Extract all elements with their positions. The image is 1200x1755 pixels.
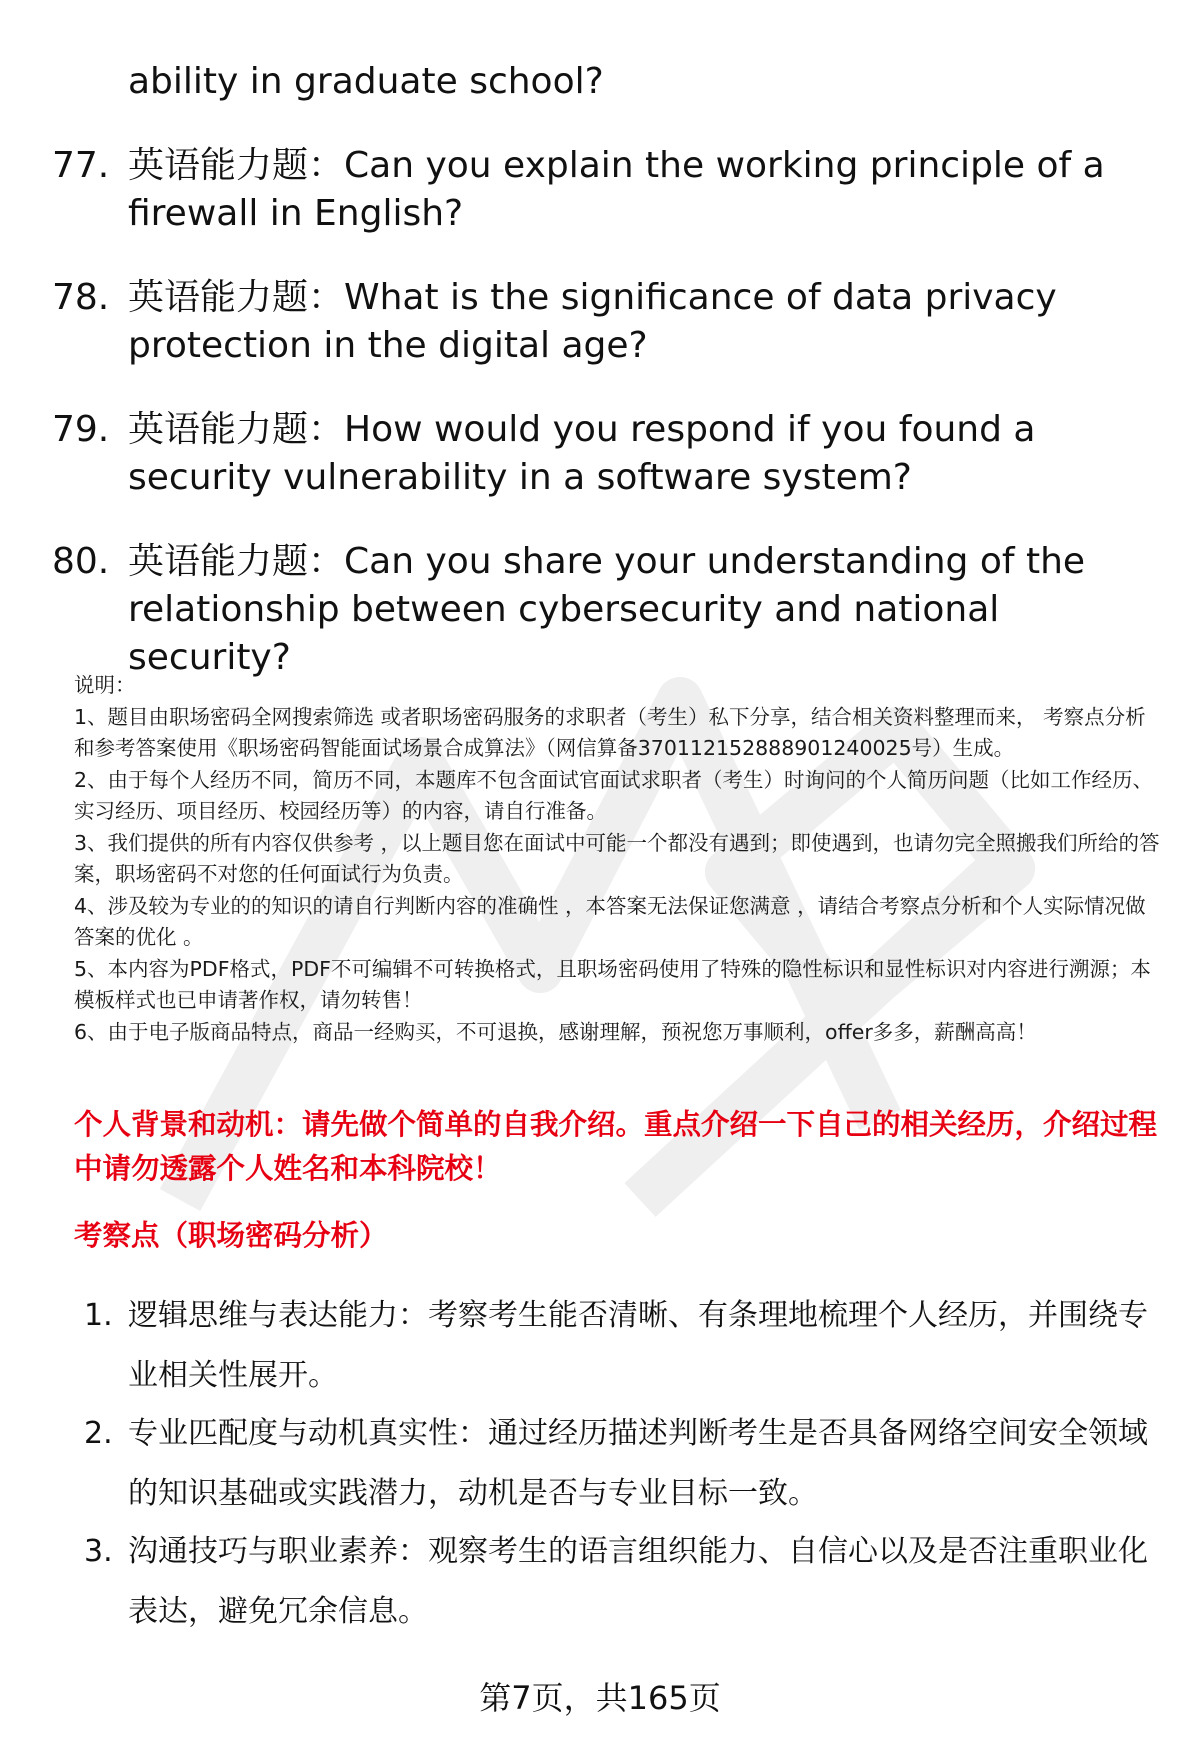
note-item: 6、由于电子版商品特点，商品一经购买，不可退换，感谢理解，预祝您万事顺利，offer多多，薪酬高高！: [74, 1019, 1037, 1044]
analysis-number: 2.: [84, 1416, 113, 1451]
section-heading: 个人背景和动机：请先做个简单的自我介绍。重点介绍一下自己的相关经历，介绍过程中请勿透露个人姓名和本科院校！: [74, 1108, 1158, 1185]
analysis-text: 逻辑思维与表达能力：考察考生能否清晰、有条理地梳理个人经历，并围绕专业相关性展开。: [128, 1298, 1148, 1393]
note-item: 2、由于每个人经历不同，简历不同，本题库不包含面试官面试求职者（考生）时询问的个人简历问题（比如工作经历、实习经历、项目经历、校园经历等）的内容，请自行准备。: [74, 767, 1154, 823]
section-subheading: 考察点（职场密码分析）: [74, 1219, 388, 1252]
continuation-text: ability in graduate school?: [128, 61, 604, 102]
question-text: 英语能力题：Can you share your understanding of the relationship between cybersecurity and national security?: [128, 541, 1086, 678]
question-text: 英语能力题：Can you explain the working principle of a firewall in English?: [128, 145, 1105, 234]
analysis-number: 3.: [84, 1534, 113, 1569]
analysis-number: 1.: [84, 1298, 113, 1333]
question-number: 78.: [52, 277, 110, 318]
question-text: 英语能力题：How would you respond if you found a security vulnerability in a software system?: [128, 409, 1036, 498]
note-item: 3、我们提供的所有内容仅供参考 ，以上题目您在面试中可能一个都没有遇到；即使遇到，也请勿完全照搬我们所给的答案，职场密码不对您的任何面试行为负责。: [74, 830, 1160, 886]
notes-title: 说明：: [74, 673, 136, 697]
question-number: 79.: [52, 409, 110, 450]
question-number: 77.: [52, 145, 110, 186]
note-item: 1、题目由职场密码全网搜索筛选 或者职场密码服务的求职者（考生）私下分享，结合相关资料整理而来， 考察点分析和参考答案使用《职场密码智能面试场景合成算法》（网信算备370112152888901240025号）生成。: [74, 704, 1146, 760]
note-item: 5、本内容为PDF格式，PDF不可编辑不可转换格式，且职场密码使用了特殊的隐性标识和显性标识对内容进行溯源；本模板样式也已申请著作权，请勿转售！: [74, 956, 1151, 1012]
analysis-text: 沟通技巧与职业素养：观察考生的语言组织能力、自信心以及是否注重职业化表达，避免冗余信息。: [128, 1534, 1148, 1629]
question-number: 80.: [52, 541, 110, 582]
page-number-footer: 第7页，共165页: [479, 1679, 721, 1717]
analysis-text: 专业匹配度与动机真实性：通过经历描述判断考生是否具备网络空间安全领域的知识基础或实践潜力，动机是否与专业目标一致。: [128, 1416, 1148, 1511]
note-item: 4、涉及较为专业的的知识的请自行判断内容的准确性 ，本答案无法保证您满意 ，请结合考察点分析和个人实际情况做答案的优化 。: [74, 893, 1146, 949]
question-text: 英语能力题：What is the significance of data privacy protection in the digital age?: [128, 277, 1057, 366]
notes-block: [74, 670, 1160, 1048]
